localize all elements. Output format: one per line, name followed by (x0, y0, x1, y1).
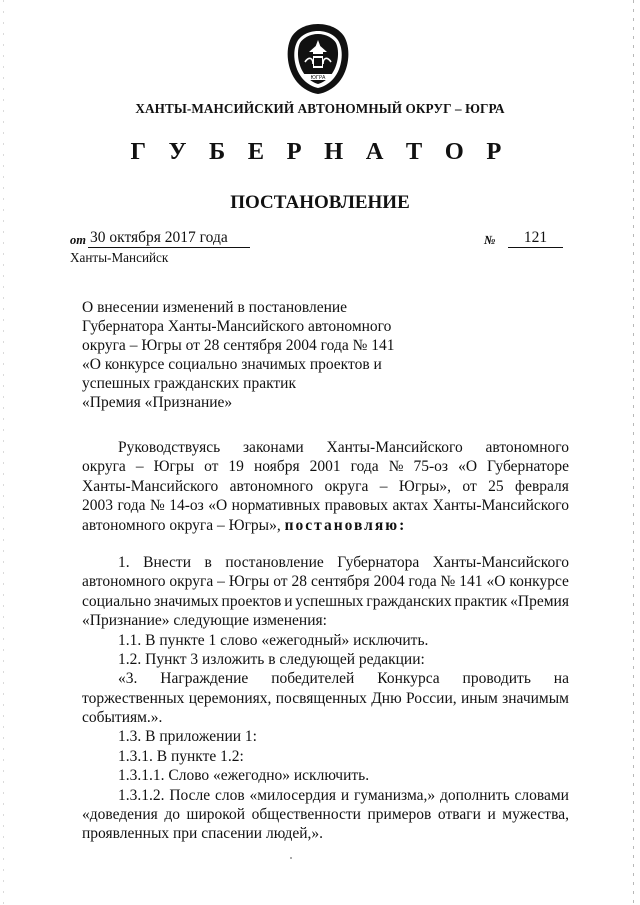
subject-line: «О конкурсе социально значимых проектов и (82, 356, 382, 373)
preamble-text: автономного округа – Югры», (82, 516, 281, 534)
word: Ханты-Мансийского (432, 497, 569, 515)
subject-line: Губернатора Ханты-Мансийского автономного (82, 318, 392, 335)
word: года (408, 573, 437, 591)
item-1-1: 1.1. В пункте 1 слово «ежегодный» исключить. (118, 631, 429, 649)
word: примеров (367, 806, 432, 824)
scan-edge-left (3, 0, 4, 905)
word: торжественных (82, 689, 185, 707)
region-name: ХАНТЫ-МАНСИЙСКИЙ АВТОНОМНЫЙ ОКРУГ – ЮГРА (135, 101, 505, 116)
word: конкурсе (509, 573, 569, 591)
word: от (462, 477, 477, 495)
enacting-clause: постановляю: (284, 516, 407, 534)
word: 1. (118, 553, 130, 571)
item-1-2: 1.2. Пункт 3 изложить в следующей редакции: (118, 650, 425, 668)
word: постановление (225, 553, 324, 571)
quoted-item-line: событиям.». (82, 709, 163, 727)
word: слов (214, 786, 245, 804)
word: значимых (153, 592, 219, 610)
date-prefix: от (70, 233, 86, 247)
word: сентября (310, 573, 370, 591)
word: Ханты-Мансийского (82, 477, 219, 495)
subject-line: округа – Югры от 28 сентября 2004 года № 141 (82, 337, 395, 354)
item-1-line: «Признание» следующие изменения: (82, 612, 327, 630)
word: правовых (324, 497, 389, 515)
word: церемониях, (188, 689, 272, 707)
word: гуманизма,» (353, 786, 436, 804)
word: гражданских (366, 592, 452, 610)
word: широкой (186, 806, 246, 824)
preamble-line (82, 516, 569, 535)
word: успешных (295, 592, 364, 610)
word: Дню (371, 689, 402, 707)
word: – (135, 458, 144, 476)
preamble-line (82, 496, 569, 515)
word: Ханты-Мансийского (432, 553, 569, 571)
preamble-line (82, 438, 569, 457)
word: и (284, 592, 293, 610)
word: проводить (462, 670, 531, 688)
word: мужества, (502, 806, 569, 824)
word: Югры (153, 458, 195, 476)
word: округа (82, 458, 126, 476)
document-type: ПОСТАНОВЛЕНИЕ (230, 192, 410, 213)
document-subject (82, 298, 395, 412)
word: февраля (515, 477, 569, 495)
word: на (553, 670, 569, 688)
subject-line: О внесении изменений в постановление (82, 299, 348, 316)
coat-of-arms-emblem (283, 22, 353, 96)
word: нормативных (231, 497, 321, 515)
word: Губернаторе (487, 458, 569, 476)
emblem-label: ЮГРА (310, 75, 326, 81)
word: «3. (118, 670, 138, 688)
word: проектов (221, 592, 282, 610)
word: «О (208, 497, 228, 515)
word: посвященных (275, 689, 367, 707)
item-1-3-1: 1.3.1. В пункте 1.2: (118, 747, 244, 765)
item-1-line (82, 592, 569, 611)
word: 28 (291, 573, 308, 591)
word: до (164, 806, 180, 824)
word: Губернатора (337, 553, 420, 571)
preamble-line (82, 457, 569, 476)
word: Ханты-Мансийского (326, 439, 463, 456)
item-1-line (82, 553, 569, 572)
word: года (350, 458, 379, 476)
document-date: 30 октября 2017 года (88, 229, 250, 248)
preamble-line (82, 477, 569, 496)
word: и (340, 786, 350, 804)
word: После (169, 786, 211, 804)
word: и (487, 806, 496, 824)
word: № (440, 573, 456, 591)
number-prefix: № (484, 233, 496, 247)
quoted-item-line (82, 689, 569, 708)
scan-speck (290, 857, 292, 859)
scan-edge-right (633, 0, 634, 905)
document-authority: Г У Б Е Р Н А Т О Р (130, 138, 510, 165)
word: 141 (459, 573, 483, 591)
word: Руководствуясь (118, 439, 221, 456)
word: № (149, 497, 165, 515)
subject-line: «Премия «Признание» (82, 394, 233, 411)
word: «О (486, 573, 506, 591)
word: округа (324, 477, 369, 495)
word: социально (82, 592, 152, 610)
item-1-3-1-2-line (82, 786, 569, 805)
word: 2003 (82, 497, 113, 515)
word: от (273, 573, 288, 591)
word: автономного (82, 573, 166, 591)
word: иным (460, 689, 498, 707)
word: победителей (271, 670, 355, 688)
word: дополнить (440, 786, 510, 804)
word: 75-оз (413, 458, 449, 476)
word: 2004 (373, 573, 405, 591)
quoted-item-line (82, 669, 569, 688)
word: Внести (143, 553, 191, 571)
document-number: 121 (508, 229, 563, 248)
word: округа (169, 573, 214, 591)
item-1-3-1-1: 1.3.1.1. Слово «ежегодно» исключить. (118, 767, 370, 785)
word: ноября (253, 458, 300, 476)
subject-line: успешных гражданских практик (82, 375, 297, 392)
word: словами (514, 786, 569, 804)
word: – (379, 477, 388, 495)
word: 14-оз (169, 497, 204, 515)
word: значимым (502, 689, 569, 707)
word: – (217, 573, 225, 591)
word: 19 (228, 458, 244, 476)
word: Югры (228, 573, 270, 591)
item-1-3-1-2-line: проявленных при спасении людей,». (82, 825, 324, 843)
city-name: Ханты-Мансийск (70, 250, 169, 265)
word: № (388, 458, 404, 476)
word: автономного (229, 477, 314, 495)
word: 25 (488, 477, 504, 495)
word: Конкурса (377, 670, 440, 688)
document-body (82, 438, 569, 844)
word: законами (242, 439, 304, 456)
word: актах (392, 497, 429, 515)
word: 2001 (309, 458, 341, 476)
item-1-line (82, 572, 569, 591)
word: общественности (251, 806, 361, 824)
word: от (204, 458, 219, 476)
word: «О (458, 458, 478, 476)
item-1-3-1-2-line (82, 805, 569, 824)
word: «милосердия (249, 786, 337, 804)
word: практик (454, 592, 508, 610)
word: отваги (437, 806, 481, 824)
word: в (204, 553, 212, 571)
word: 1.3.1.2. (118, 786, 165, 804)
item-1-3: 1.3. В приложении 1: (118, 728, 257, 746)
word: автономного (485, 439, 569, 456)
word: Югры», (398, 477, 451, 495)
word: года (117, 497, 146, 515)
word: Награждение (160, 670, 249, 688)
word: России, (406, 689, 457, 707)
word: «доведения (82, 806, 158, 824)
word: «Премия (510, 592, 569, 610)
